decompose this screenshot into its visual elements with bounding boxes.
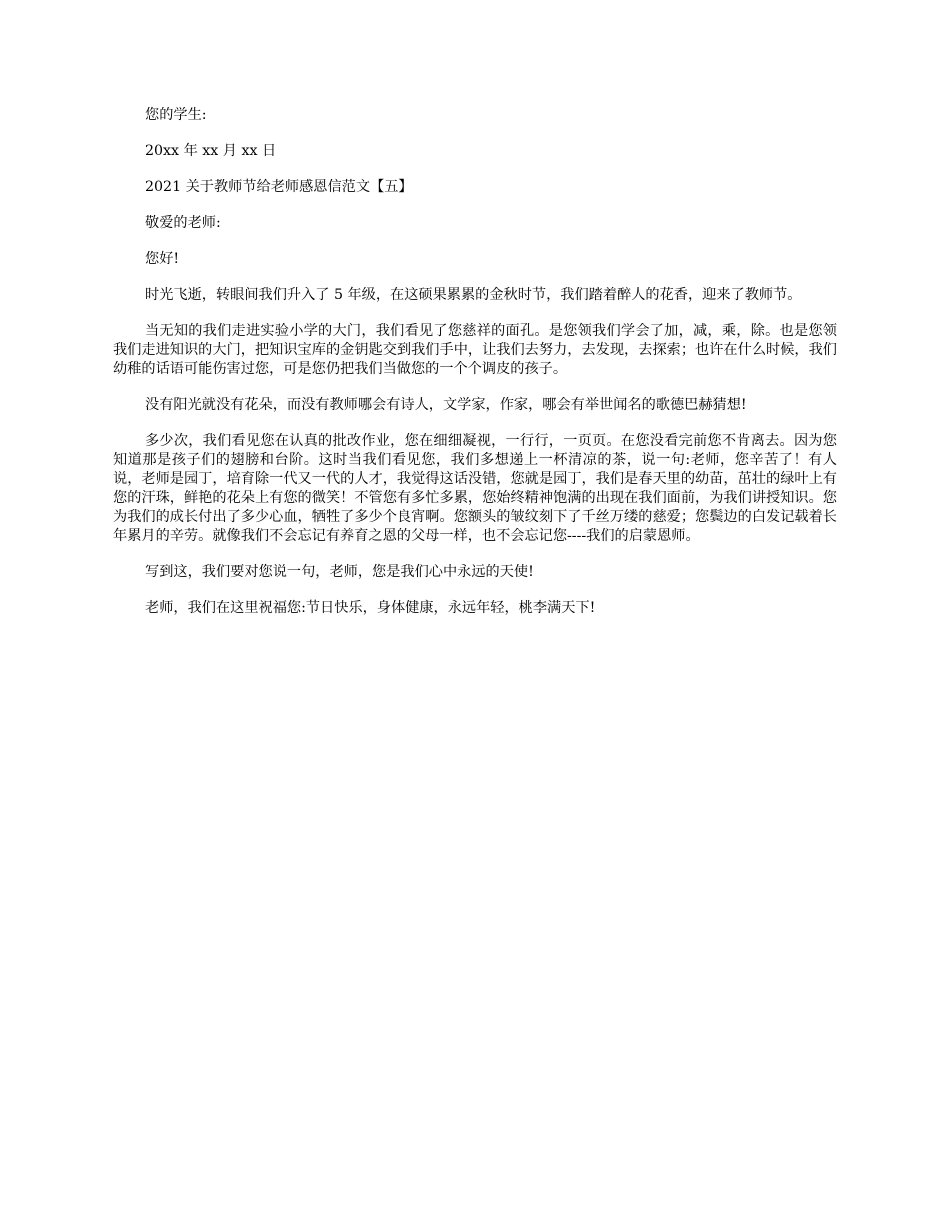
signature-line: 您的学生: [145,107,207,123]
paragraph: 多少次，我们看见您在认真的批改作业，您在细细凝视，一行行，一页页。在您没看完前您不肯离去。因为您知道那是孩子们的翅膀和台阶。这时当我们看见您，我们多想递上一杯清凉的茶，说一句:老师，您辛苦了！有人说，老师是园丁，培育除一代又一代的人才，我觉得这话没错，您就是园丁，我们是春天里的幼苗，茁壮的绿叶上有您的汗珠，鲜艳的花朵上有您的微笑！不管您有多忙多累，您始终精神饱满的出现在我们面前，为我们讲授知识。您为我们的成长付出了多少心血，牺牲了多少个良宵啊。您额头的皱纹刻下了千丝万缕的慈爱；您鬓边的白发记载着长年累月的辛劳。就像我们不会忘记有养育之恩的父母一样，也不会忘记您----我们的启蒙恩师。 [113,433,837,544]
date-line: 20xx 年 xx 月 xx 日 [145,143,277,159]
paragraph: 写到这，我们要对您说一句，老师，您是我们心中永远的天使! [145,564,534,580]
paragraph: 时光飞逝，转眼间我们升入了 5 年级，在这硕果累累的金秋时节，我们踏着醉人的花香，迎来了教师节。 [145,287,802,303]
greeting: 您好! [145,251,180,267]
paragraph: 当无知的我们走进实验小学的大门，我们看见了您慈祥的面孔。是您领我们学会了加，减，乘，除。也是您领我们走进知识的大门，把知识宝库的金钥匙交到我们手中，让我们去努力，去发现，去探索；也许在什么时候，我们幼稚的话语可能伤害过您，可是您仍把我们当做您的一个个调皮的孩子。 [113,323,837,377]
document-body [113,106,837,635]
salutation: 敬爱的老师: [145,215,221,231]
section-title: 2021 关于教师节给老师感恩信范文【五】 [145,179,413,195]
paragraph: 没有阳光就没有花朵，而没有教师哪会有诗人，文学家，作家，哪会有举世闻名的歌德巴赫猜想! [145,397,747,413]
closing-blessing: 老师，我们在这里祝福您:节日快乐，身体健康，永远年轻，桃李满天下! [145,600,596,616]
